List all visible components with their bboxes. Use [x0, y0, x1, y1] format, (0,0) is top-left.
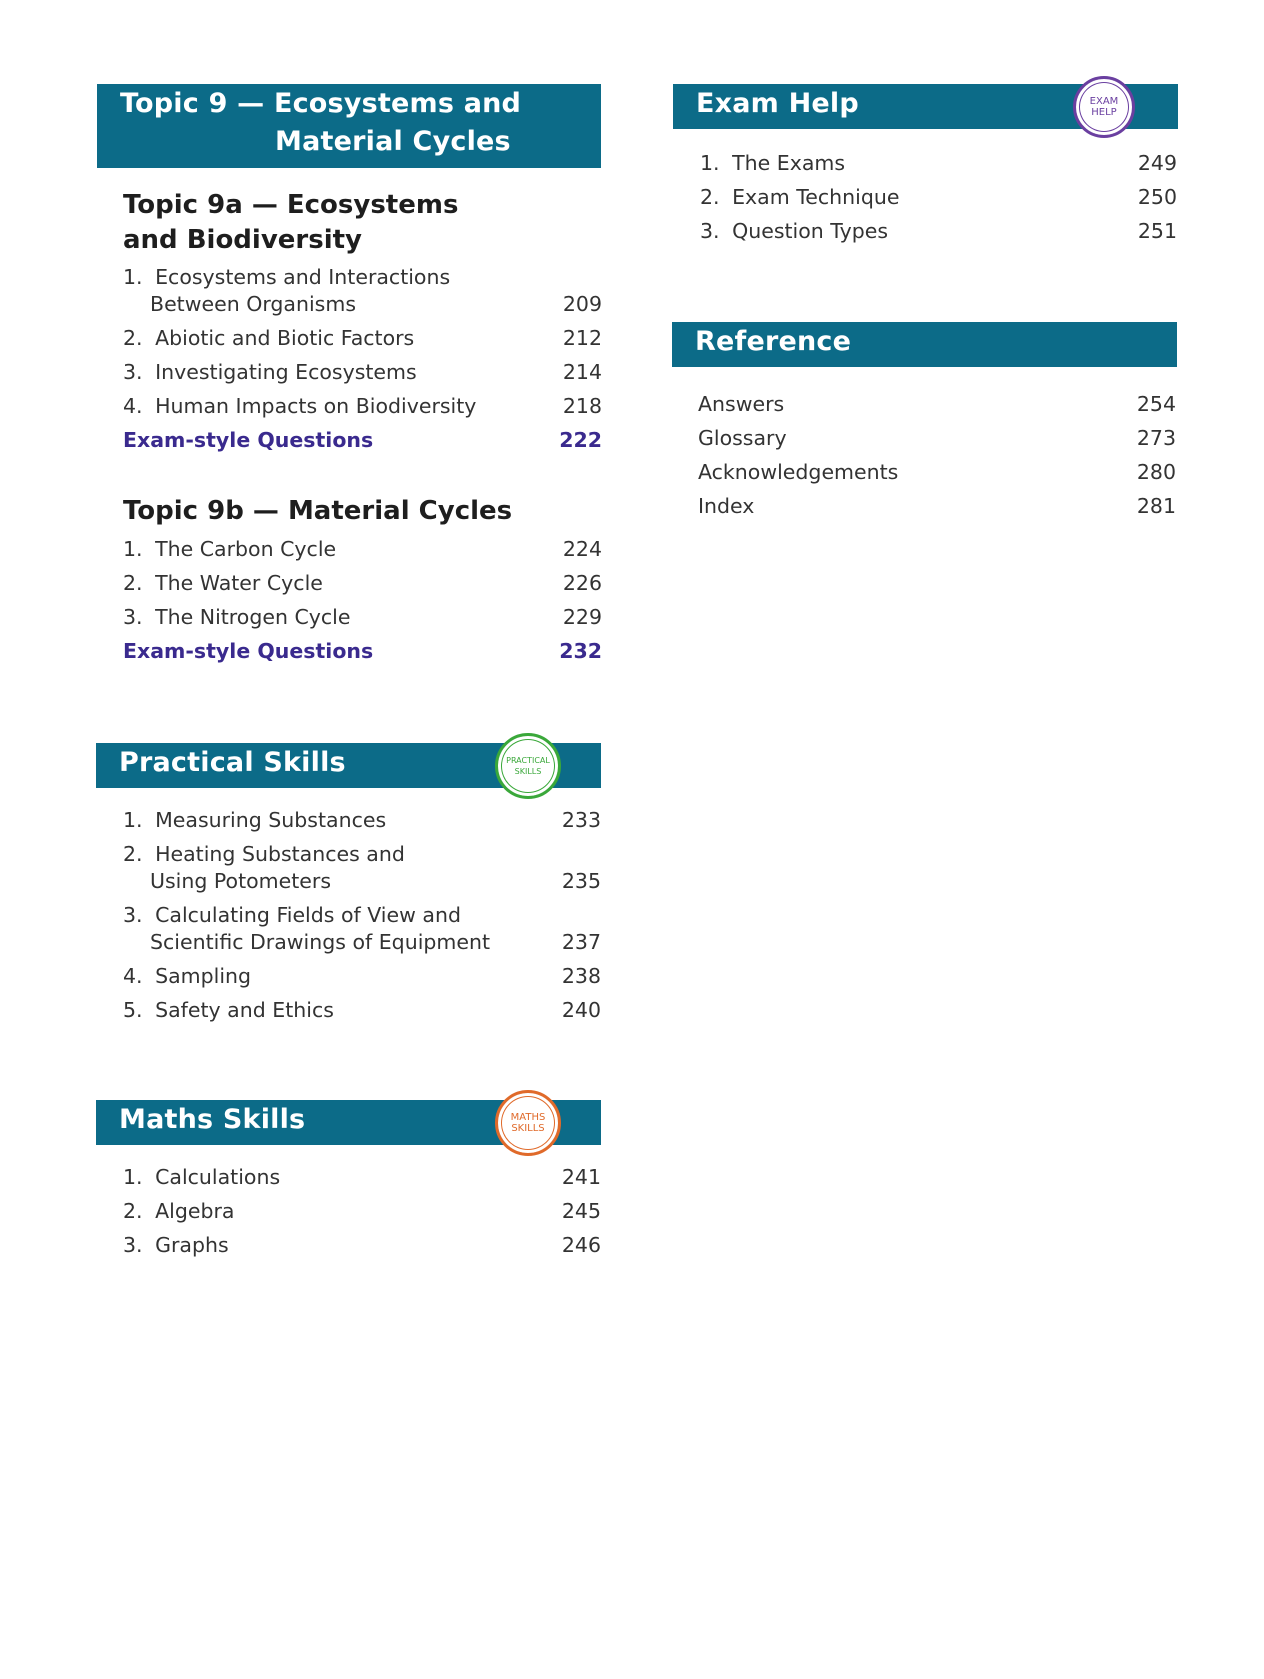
exam-style-questions-link[interactable]: Exam-style Questions [123, 428, 374, 452]
exam-style-questions-link[interactable]: Exam-style Questions [123, 639, 374, 663]
item-number: 5. [123, 998, 143, 1022]
page-number: 249 [1137, 151, 1177, 175]
item-number: 1. [123, 808, 143, 832]
item-number: 3. [123, 605, 143, 629]
page-number: 241 [561, 1165, 601, 1189]
item-number: 2. [123, 842, 143, 866]
toc-item[interactable] [123, 536, 336, 563]
item-title: Calculations [155, 1165, 281, 1189]
toc-item[interactable] [123, 393, 476, 420]
item-number: 1. [123, 1165, 143, 1189]
toc-item[interactable] [123, 1164, 280, 1191]
page-number: 233 [561, 808, 601, 832]
item-title: Exam Technique [732, 185, 900, 209]
stamp-text: PRACTICAL SKILLS [506, 756, 550, 776]
toc-item[interactable] [700, 218, 888, 245]
page-number: 226 [562, 571, 602, 595]
item-title: Abiotic and Biotic Factors [155, 326, 415, 350]
page-number: 224 [562, 537, 602, 561]
item-title: Investigating Ecosystems [155, 360, 417, 384]
item-title: The Exams [732, 151, 846, 175]
page-number: 245 [561, 1199, 601, 1223]
page-number: 218 [562, 394, 602, 418]
toc-item-continued: Scientific Drawings of Equipment [150, 930, 491, 954]
item-title: Graphs [155, 1233, 229, 1257]
toc-item[interactable] [123, 997, 334, 1024]
item-number: 2. [123, 1199, 143, 1223]
item-title: Algebra [155, 1199, 235, 1223]
item-title: Question Types [732, 219, 889, 243]
item-title: Calculating Fields of View and [155, 903, 461, 927]
item-title: Heating Substances and [155, 842, 405, 866]
item-title: The Water Cycle [155, 571, 323, 595]
item-number: 1. [700, 151, 720, 175]
item-number: 3. [123, 903, 143, 927]
toc-item[interactable] [700, 184, 899, 211]
stamp-text: MATHS SKILLS [510, 1112, 546, 1134]
page-number: 214 [562, 360, 602, 384]
page-number: 237 [561, 930, 601, 954]
toc-item[interactable] [123, 325, 414, 352]
page-number: 273 [1136, 426, 1176, 450]
exam-help-title: Exam Help [696, 88, 859, 119]
toc-item[interactable]: Index [698, 494, 755, 518]
topic-9-title-line2: Material Cycles [275, 126, 511, 157]
item-number: 3. [123, 360, 143, 384]
toc-item[interactable]: Answers [698, 392, 785, 416]
item-title: Sampling [155, 964, 252, 988]
topic-9a-heading-line1: Topic 9a — Ecosystems [123, 190, 459, 220]
toc-item[interactable] [123, 963, 251, 990]
toc-item-continued: Using Potometers [150, 869, 331, 893]
item-number: 4. [123, 964, 143, 988]
page-number: 281 [1136, 494, 1176, 518]
page-number: 212 [562, 326, 602, 350]
stamp-text: EXAM HELP [1089, 96, 1119, 118]
page-number: 280 [1136, 460, 1176, 484]
practical-skills-stamp-icon [495, 733, 561, 799]
toc-item[interactable] [123, 1232, 229, 1259]
maths-skills-title: Maths Skills [119, 1104, 306, 1135]
page-number: 246 [561, 1233, 601, 1257]
reference-banner [672, 322, 1177, 367]
toc-item[interactable] [123, 264, 450, 291]
page-number: 240 [561, 998, 601, 1022]
toc-item[interactable]: Acknowledgements [698, 460, 899, 484]
page-number: 254 [1136, 392, 1176, 416]
page-number: 235 [561, 869, 601, 893]
page-number: 229 [562, 605, 602, 629]
toc-item-continued: Between Organisms [150, 292, 357, 316]
item-number: 2. [700, 185, 720, 209]
item-title: Human Impacts on Biodiversity [155, 394, 477, 418]
page-number: 251 [1137, 219, 1177, 243]
item-number: 3. [123, 1233, 143, 1257]
page-number: 238 [561, 964, 601, 988]
exam-style-questions-page: 222 [559, 428, 602, 452]
toc-item[interactable] [700, 150, 845, 177]
item-title: Safety and Ethics [155, 998, 334, 1022]
maths-skills-stamp-icon [495, 1090, 561, 1156]
item-number: 1. [123, 537, 143, 561]
topic-9-title-line1: Topic 9 — Ecosystems and [120, 88, 522, 119]
page-number: 209 [562, 292, 602, 316]
item-title: Measuring Substances [155, 808, 387, 832]
practical-skills-title: Practical Skills [119, 747, 346, 778]
item-number: 2. [123, 326, 143, 350]
item-number: 1. [123, 265, 143, 289]
reference-title: Reference [695, 326, 852, 357]
topic-9a-heading-line2: and Biodiversity [123, 225, 363, 255]
toc-item[interactable] [123, 359, 417, 386]
item-number: 2. [123, 571, 143, 595]
exam-help-stamp-icon [1073, 76, 1135, 138]
exam-style-questions-page: 232 [559, 639, 602, 663]
toc-item[interactable]: Glossary [698, 426, 787, 450]
toc-item[interactable] [123, 570, 323, 597]
toc-item[interactable] [123, 902, 461, 929]
item-title: The Carbon Cycle [155, 537, 337, 561]
item-number: 4. [123, 394, 143, 418]
toc-item[interactable] [123, 1198, 234, 1225]
item-number: 3. [700, 219, 720, 243]
topic-9-banner [97, 84, 601, 168]
toc-item[interactable] [123, 841, 405, 868]
item-title: Ecosystems and Interactions [155, 265, 451, 289]
item-title: The Nitrogen Cycle [155, 605, 351, 629]
toc-item[interactable] [123, 604, 350, 631]
page-number: 250 [1137, 185, 1177, 209]
toc-item[interactable] [123, 807, 386, 834]
topic-9b-heading: Topic 9b — Material Cycles [123, 496, 513, 526]
